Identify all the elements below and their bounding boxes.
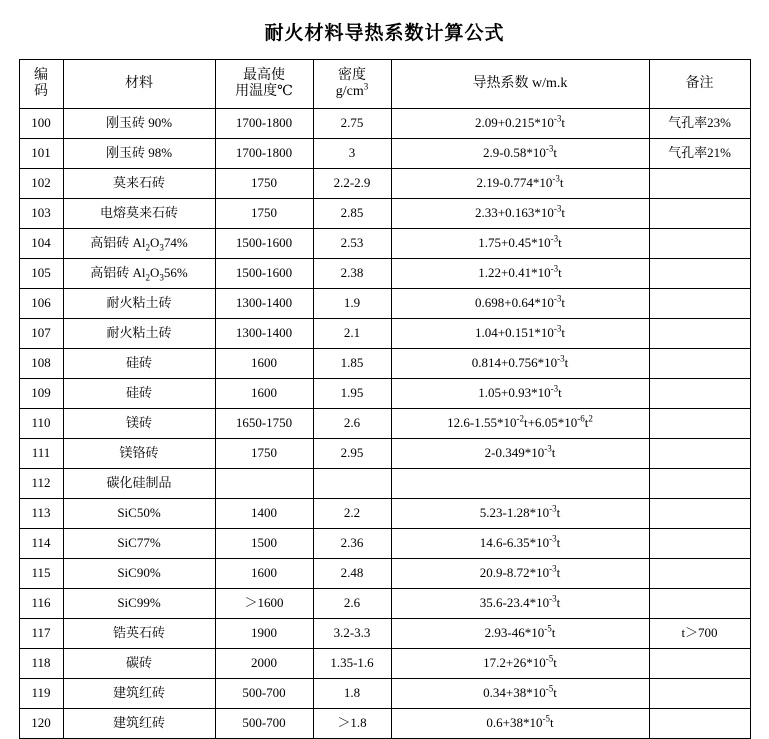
table-header bbox=[19, 60, 750, 109]
table-row bbox=[19, 679, 750, 709]
cell-temperature: 500-700 bbox=[215, 709, 313, 739]
cell-code: 119 bbox=[19, 679, 63, 709]
cell-code: 120 bbox=[19, 709, 63, 739]
cell-conductivity: $35.6-23.4*10^{-3}t$ bbox=[391, 589, 649, 619]
cell-code: 102 bbox=[19, 169, 63, 199]
cell-conductivity: $5.23-1.28*10^{-3}t$ bbox=[391, 499, 649, 529]
cell-conductivity: $20.9-8.72*10^{-3}t$ bbox=[391, 559, 649, 589]
cell-temperature: 1900 bbox=[215, 619, 313, 649]
cell-code: 113 bbox=[19, 499, 63, 529]
table-row bbox=[19, 229, 750, 259]
cell-material: 高铝砖 $Al_2O_374\%$ bbox=[63, 229, 215, 259]
cell-conductivity: $1.22+0.41*10^{-3}t$ bbox=[391, 259, 649, 289]
cell-material: SiC50% bbox=[63, 499, 215, 529]
cell-code: 116 bbox=[19, 589, 63, 619]
table-row bbox=[19, 439, 750, 469]
column-header-code-line2: 码 bbox=[34, 84, 48, 99]
table-row bbox=[19, 709, 750, 739]
cell-material: 高铝砖 $Al_2O_356\%$ bbox=[63, 259, 215, 289]
table-row bbox=[19, 109, 750, 139]
cell-density: 1.95 bbox=[313, 379, 391, 409]
cell-material: 碳化硅制品 bbox=[63, 469, 215, 499]
cell-note bbox=[649, 259, 750, 289]
cell-temperature: 1650-1750 bbox=[215, 409, 313, 439]
cell-conductivity: $17.2+26*10^{-5}t$ bbox=[391, 649, 649, 679]
cell-conductivity: $0.698+0.64*10^{-3}t$ bbox=[391, 289, 649, 319]
cell-note bbox=[649, 559, 750, 589]
table-row bbox=[19, 379, 750, 409]
table-row bbox=[19, 259, 750, 289]
cell-note bbox=[649, 379, 750, 409]
cell-code: 112 bbox=[19, 469, 63, 499]
cell-density: 1.8 bbox=[313, 679, 391, 709]
cell-note bbox=[649, 469, 750, 499]
cell-code: 115 bbox=[19, 559, 63, 589]
cell-code: 105 bbox=[19, 259, 63, 289]
cell-note bbox=[649, 409, 750, 439]
cell-material: 刚玉砖 98% bbox=[63, 139, 215, 169]
cell-conductivity: $2.09+0.215*10^{-3}t$ bbox=[391, 109, 649, 139]
cell-note bbox=[649, 349, 750, 379]
cell-note bbox=[649, 649, 750, 679]
cell-material: 莫来石砖 bbox=[63, 169, 215, 199]
cell-temperature: 1300-1400 bbox=[215, 289, 313, 319]
column-header-material: 材料 bbox=[63, 60, 215, 109]
column-header-conductivity: 导热系数 w/m.k bbox=[391, 60, 649, 109]
cell-code: 111 bbox=[19, 439, 63, 469]
cell-density: 2.6 bbox=[313, 589, 391, 619]
cell-density: 1.85 bbox=[313, 349, 391, 379]
cell-density: 2.2-2.9 bbox=[313, 169, 391, 199]
table-row bbox=[19, 349, 750, 379]
cell-code: 110 bbox=[19, 409, 63, 439]
cell-note: 气孔率23% bbox=[649, 109, 750, 139]
cell-conductivity: $2.93-46*10^{-5}t$ bbox=[391, 619, 649, 649]
table-row bbox=[19, 139, 750, 169]
cell-note bbox=[649, 679, 750, 709]
cell-conductivity: $1.05+0.93*10^{-3}t$ bbox=[391, 379, 649, 409]
cell-note bbox=[649, 499, 750, 529]
cell-temperature: 1600 bbox=[215, 559, 313, 589]
page-title: 耐火材料导热系数计算公式 bbox=[264, 23, 505, 44]
cell-code: 118 bbox=[19, 649, 63, 679]
cell-density: 2.2 bbox=[313, 499, 391, 529]
cell-material: SiC77% bbox=[63, 529, 215, 559]
cell-temperature: 1600 bbox=[215, 379, 313, 409]
cell-material: 建筑红砖 bbox=[63, 679, 215, 709]
cell-conductivity: $14.6-6.35*10^{-3}t$ bbox=[391, 529, 649, 559]
cell-material: 耐火粘土砖 bbox=[63, 319, 215, 349]
table-row bbox=[19, 559, 750, 589]
cell-density: 3.2-3.3 bbox=[313, 619, 391, 649]
cell-material: 建筑红砖 bbox=[63, 709, 215, 739]
cell-note bbox=[649, 319, 750, 349]
cell-material: 镁铬砖 bbox=[63, 439, 215, 469]
column-header-temperature-line1: 最高使 bbox=[243, 67, 285, 83]
cell-conductivity: $1.75+0.45*10^{-3}t$ bbox=[391, 229, 649, 259]
cell-code: 100 bbox=[19, 109, 63, 139]
cell-note bbox=[649, 709, 750, 739]
cell-temperature: 1500-1600 bbox=[215, 259, 313, 289]
cell-density: 2.75 bbox=[313, 109, 391, 139]
table-row bbox=[19, 529, 750, 559]
cell-temperature: 1500 bbox=[215, 529, 313, 559]
cell-conductivity: $2.33+0.163*10^{-3}t$ bbox=[391, 199, 649, 229]
cell-density: 2.95 bbox=[313, 439, 391, 469]
cell-temperature: 1400 bbox=[215, 499, 313, 529]
cell-code: 109 bbox=[19, 379, 63, 409]
table-row bbox=[19, 469, 750, 499]
cell-temperature: 1300-1400 bbox=[215, 319, 313, 349]
cell-code: 107 bbox=[19, 319, 63, 349]
cell-density: ＞1.8 bbox=[313, 709, 391, 739]
column-header-code-line1: 编 bbox=[34, 67, 48, 83]
table-row bbox=[19, 169, 750, 199]
cell-temperature: 1600 bbox=[215, 349, 313, 379]
table-row bbox=[19, 289, 750, 319]
column-header-note: 备注 bbox=[649, 60, 750, 109]
cell-temperature: 500-700 bbox=[215, 679, 313, 709]
column-header-density-line2: $g/cm^3$ bbox=[335, 81, 369, 99]
column-header-temperature bbox=[215, 60, 313, 109]
cell-material: 硅砖 bbox=[63, 349, 215, 379]
cell-material: 刚玉砖 90% bbox=[63, 109, 215, 139]
cell-conductivity: $0.814+0.756*10^{-3}t$ bbox=[391, 349, 649, 379]
cell-code: 114 bbox=[19, 529, 63, 559]
cell-material: SiC99% bbox=[63, 589, 215, 619]
cell-density: 2.1 bbox=[313, 319, 391, 349]
cell-conductivity: $0.34+38*10^{-5}t$ bbox=[391, 679, 649, 709]
cell-temperature: 1500-1600 bbox=[215, 229, 313, 259]
cell-density: 2.38 bbox=[313, 259, 391, 289]
cell-density: 1.9 bbox=[313, 289, 391, 319]
cell-temperature: 1750 bbox=[215, 169, 313, 199]
cell-code: 101 bbox=[19, 139, 63, 169]
cell-material: 硅砖 bbox=[63, 379, 215, 409]
cell-temperature: ＞1600 bbox=[215, 589, 313, 619]
cell-note: t＞700 bbox=[649, 619, 750, 649]
table-row bbox=[19, 649, 750, 679]
cell-note bbox=[649, 439, 750, 469]
table-row bbox=[19, 499, 750, 529]
cell-note bbox=[649, 169, 750, 199]
column-header-density bbox=[313, 60, 391, 109]
cell-temperature: 2000 bbox=[215, 649, 313, 679]
cell-note bbox=[649, 589, 750, 619]
cell-note bbox=[649, 289, 750, 319]
cell-material: 耐火粘土砖 bbox=[63, 289, 215, 319]
cell-temperature: 1750 bbox=[215, 199, 313, 229]
column-header-code bbox=[19, 60, 63, 109]
cell-material: SiC90% bbox=[63, 559, 215, 589]
cell-density: 2.48 bbox=[313, 559, 391, 589]
table-header-row bbox=[19, 60, 750, 109]
cell-density: 2.6 bbox=[313, 409, 391, 439]
cell-material: 碳砖 bbox=[63, 649, 215, 679]
cell-conductivity bbox=[391, 469, 649, 499]
cell-temperature: 1750 bbox=[215, 439, 313, 469]
cell-density: 2.36 bbox=[313, 529, 391, 559]
cell-density: 1.35-1.6 bbox=[313, 649, 391, 679]
cell-code: 103 bbox=[19, 199, 63, 229]
cell-temperature: 1700-1800 bbox=[215, 139, 313, 169]
cell-material: 锆英石砖 bbox=[63, 619, 215, 649]
cell-code: 104 bbox=[19, 229, 63, 259]
table-row bbox=[19, 409, 750, 439]
cell-density: 2.53 bbox=[313, 229, 391, 259]
cell-material: 电熔莫来石砖 bbox=[63, 199, 215, 229]
cell-note bbox=[649, 229, 750, 259]
table-row bbox=[19, 589, 750, 619]
column-header-density-line1: 密度 bbox=[338, 67, 366, 83]
cell-note bbox=[649, 529, 750, 559]
cell-density bbox=[313, 469, 391, 499]
cell-note: 气孔率21% bbox=[649, 139, 750, 169]
table-body bbox=[19, 109, 750, 739]
cell-code: 108 bbox=[19, 349, 63, 379]
table-row bbox=[19, 619, 750, 649]
cell-temperature: 1700-1800 bbox=[215, 109, 313, 139]
table-row bbox=[19, 199, 750, 229]
refractory-conductivity-table bbox=[19, 59, 751, 739]
cell-conductivity: $12.6-1.55*10^{-2}t+6.05*10^{-6}t^2$ bbox=[391, 409, 649, 439]
cell-note bbox=[649, 199, 750, 229]
cell-code: 117 bbox=[19, 619, 63, 649]
cell-material: 镁砖 bbox=[63, 409, 215, 439]
cell-density: 3 bbox=[313, 139, 391, 169]
column-header-temperature-line2: 用温度℃ bbox=[235, 84, 293, 99]
cell-conductivity: $2-0.349*10^{-3}t$ bbox=[391, 439, 649, 469]
cell-conductivity: $2.9-0.58*10^{-3}t$ bbox=[391, 139, 649, 169]
cell-temperature bbox=[215, 469, 313, 499]
table-row bbox=[19, 319, 750, 349]
cell-code: 106 bbox=[19, 289, 63, 319]
cell-density: 2.85 bbox=[313, 199, 391, 229]
cell-conductivity: $0.6+38*10^{-5}t$ bbox=[391, 709, 649, 739]
cell-conductivity: $1.04+0.151*10^{-3}t$ bbox=[391, 319, 649, 349]
cell-conductivity: $2.19-0.774*10^{-3}t$ bbox=[391, 169, 649, 199]
